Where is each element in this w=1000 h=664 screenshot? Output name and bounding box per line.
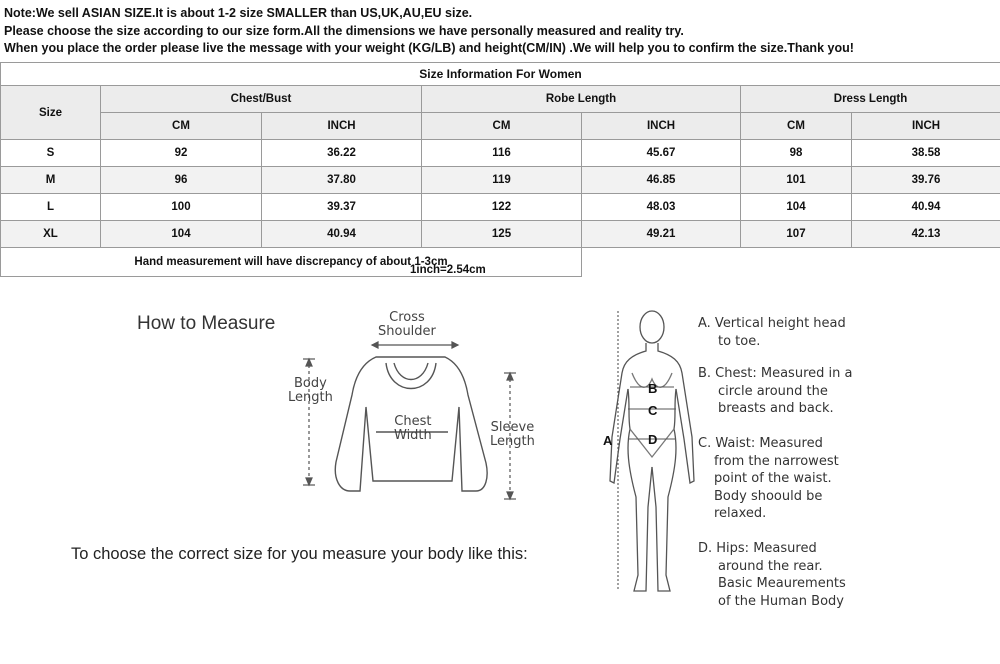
table-cell: 48.03 [582, 194, 741, 221]
size-cell: L [1, 194, 101, 221]
unit-header: INCH [852, 113, 1000, 140]
note-line-1: Note:We sell ASIAN SIZE.It is about 1-2 size SMALLER than US,UK,AU,EU size. [4, 6, 473, 20]
unit-header: CM [101, 113, 262, 140]
table-cell: 98 [741, 140, 852, 167]
table-cell: 38.58 [852, 140, 1000, 167]
unit-header: CM [422, 113, 582, 140]
table-cell: 42.13 [852, 221, 1000, 248]
note-line-3: When you place the order please live the message with your weight (KG/LB) and height(CM/IN) .We will help you to confirm the size.Thank you! [4, 41, 854, 55]
unit-header: CM [741, 113, 852, 140]
figure-letter-d: D [648, 432, 658, 447]
table-cell: 45.67 [582, 140, 741, 167]
table-cell: 92 [101, 140, 262, 167]
table-cell: 46.85 [582, 167, 741, 194]
table-cell: 40.94 [852, 194, 1000, 221]
group-header-robe: Robe Length [422, 86, 741, 113]
group-header-dress: Dress Length [741, 86, 1000, 113]
table-cell: 96 [101, 167, 262, 194]
size-table [0, 62, 1000, 277]
group-header-chest: Chest/Bust [101, 86, 422, 113]
table-cell: 100 [101, 194, 262, 221]
table-cell: 36.22 [262, 140, 422, 167]
body-length-label: Body Length [288, 376, 333, 405]
legend-d: D. Hips: Measured around the rear. Basic Meaurements of the Human Body [698, 541, 846, 609]
table-row [1, 140, 1000, 167]
table-cell: 107 [741, 221, 852, 248]
figure-letter-c: C [648, 403, 658, 418]
figure-letter-a: A [603, 433, 613, 448]
unit-header: INCH [582, 113, 741, 140]
table-row [1, 194, 1000, 221]
table-cell: 116 [422, 140, 582, 167]
legend-b: B. Chest: Measured in a circle around the breasts and back. [698, 366, 853, 416]
how-to-measure-section [0, 277, 1000, 647]
table-row [1, 167, 1000, 194]
legend-c: C. Waist: Measured from the narrowest point of the waist. Body shoould be relaxed. [698, 436, 839, 521]
figure-letter-b: B [648, 381, 658, 396]
legend-a: A. Vertical height head to toe. [698, 316, 846, 349]
table-footer-row [1, 248, 1000, 277]
table-cell: 37.80 [262, 167, 422, 194]
table-cell: 122 [422, 194, 582, 221]
table-cell: 104 [101, 221, 262, 248]
size-cell: M [1, 167, 101, 194]
table-title: Size Information For Women [1, 63, 1000, 86]
table-cell: 39.37 [262, 194, 422, 221]
unit-header-row [1, 113, 1000, 140]
sleeve-length-label: Sleeve Length [490, 420, 535, 449]
conversion-note: 1inch=2.54cm [410, 264, 486, 276]
table-cell: 104 [741, 194, 852, 221]
chest-width-label: Chest Width [394, 414, 432, 443]
table-cell: 125 [422, 221, 582, 248]
discrepancy-note: Hand measurement will have discrepancy of about 1-3cm [1, 248, 582, 277]
size-cell: XL [1, 221, 101, 248]
cross-shoulder-label: Cross Shoulder [378, 310, 436, 339]
measure-instruction: To choose the correct size for you measure your body like this: [71, 545, 528, 563]
how-to-measure-title: How to Measure [137, 313, 276, 334]
table-title-row [1, 63, 1000, 86]
group-header-row [1, 86, 1000, 113]
table-cell: 101 [741, 167, 852, 194]
size-cell: S [1, 140, 101, 167]
note-line-2: Please choose the size according to our size form.All the dimensions we have personally measured and reality try. [4, 23, 684, 38]
size-header: Size [1, 86, 101, 140]
unit-header: INCH [262, 113, 422, 140]
table-cell: 39.76 [852, 167, 1000, 194]
table-cell: 119 [422, 167, 582, 194]
table-row [1, 221, 1000, 248]
table-cell: 49.21 [582, 221, 741, 248]
table-cell: 40.94 [262, 221, 422, 248]
size-note [0, 0, 1000, 62]
